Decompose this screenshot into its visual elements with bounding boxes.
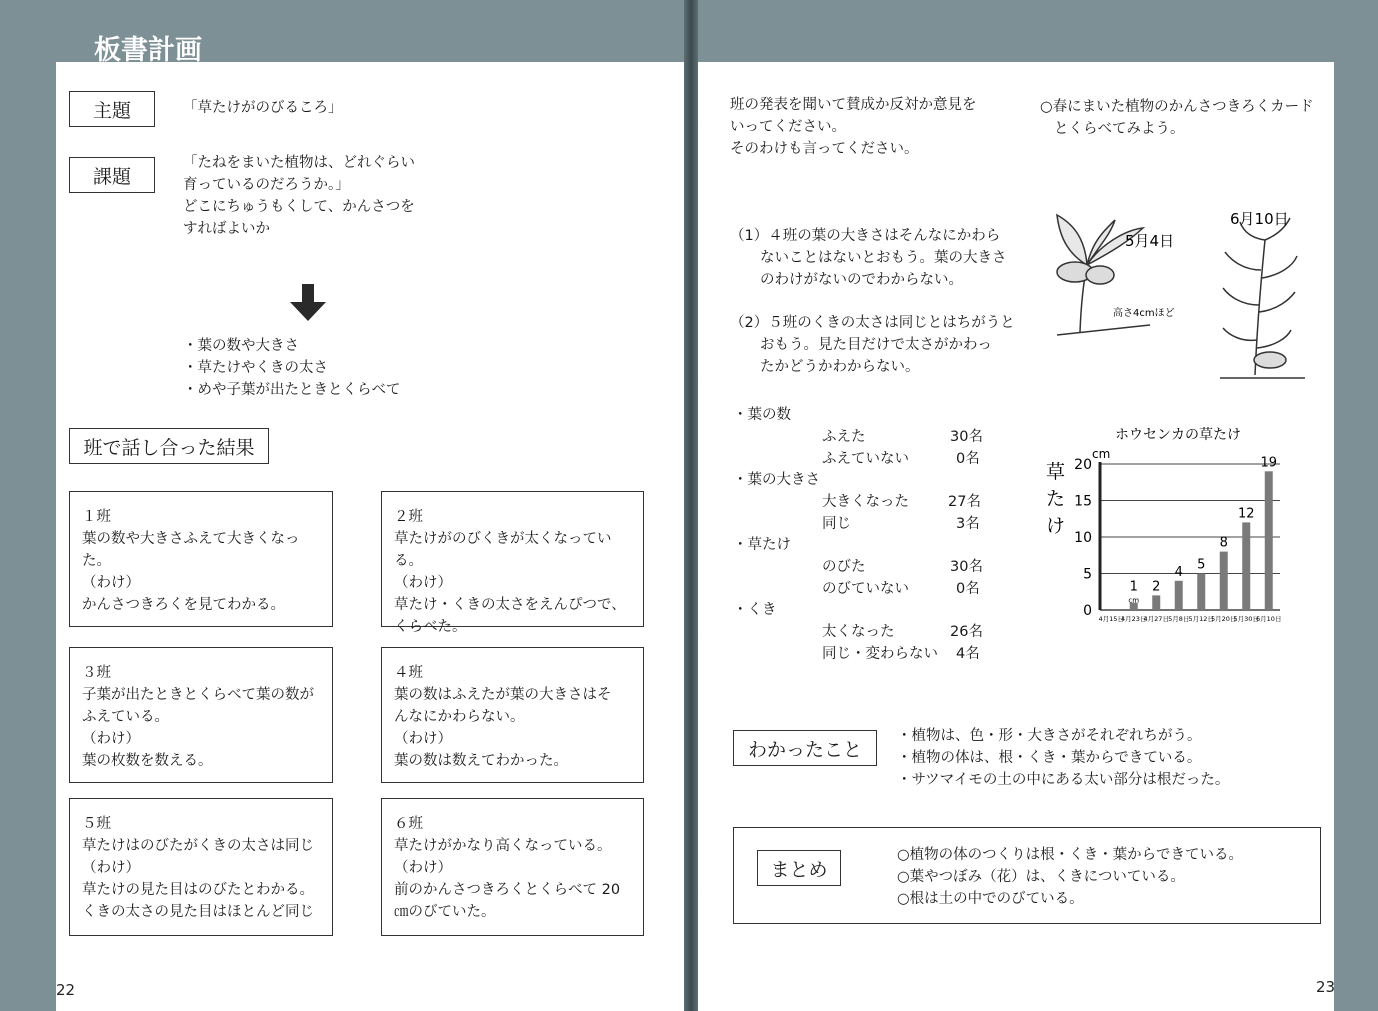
chart-y-label-char: 草: [1046, 461, 1066, 483]
plant-height-chart: [1040, 420, 1330, 640]
group-card-3: ３班 子葉が出たときとくらべて葉の数が ふえている。 （わけ） 葉の枚数を数える。: [69, 647, 333, 783]
y-tick-label: 0: [1083, 603, 1092, 619]
x-tick-label: 5月12日: [1188, 615, 1214, 623]
book-gutter: [684, 0, 698, 1011]
arrow-down-icon: [290, 284, 326, 322]
bar: [1175, 581, 1183, 610]
y-tick-label: 15: [1074, 493, 1092, 510]
data-label: 1: [1129, 579, 1138, 595]
result-count: 4名: [956, 646, 980, 662]
page-number-left: 22: [56, 981, 76, 999]
result-label: 太くなった: [822, 624, 895, 640]
result-count: 0名: [956, 451, 980, 467]
result-label: 同じ: [822, 516, 851, 532]
group-card-4: ４班 葉の数はふえたが葉の大きさはそ んなにかわらない。 （わけ） 葉の数は数えてわかった。: [381, 647, 644, 783]
result-label: ふえた: [822, 429, 866, 445]
x-tick-label: 4月15日: [1098, 615, 1124, 623]
learned-list: ・植物は、色・形・大きさがそれぞれちがう。 ・植物の体は、根・くき・葉からできている。 ・サツマイモの土の中にある太い部分は根だった。: [897, 728, 1230, 788]
result-heading-1: ・葉の数: [733, 407, 791, 423]
compare-instructions: ○春にまいた植物のかんさつきろくカード とくらべてみよう。: [1040, 99, 1314, 137]
result-label: 同じ・変わらない: [822, 646, 938, 662]
plant-june-10-icon: [1220, 218, 1305, 378]
bar: [1197, 574, 1205, 611]
result-label: のびていない: [822, 581, 909, 597]
result-count: 30名: [950, 429, 983, 445]
theme-text: 「草たけがのびるころ」: [183, 100, 343, 116]
plant-sketch: [1045, 200, 1330, 390]
data-label: 8: [1219, 535, 1228, 551]
page-title: 板書計画: [94, 35, 202, 66]
theme-label: 主題: [69, 91, 155, 127]
task-label: 課題: [69, 157, 155, 193]
x-tick-label: 5月20日: [1211, 615, 1237, 623]
group-card-2: ２班 草たけがのびくきが太くなっている。 （わけ） 草たけ・くきの太さをえんぴつで、 くらべた。: [381, 491, 644, 627]
x-tick-label: 4月23日: [1121, 615, 1147, 623]
y-tick-label: 10: [1074, 530, 1092, 546]
x-tick-label: 5月8日: [1168, 615, 1190, 623]
result-count: 26名: [950, 624, 983, 640]
opinion-1: （1）４班の葉の大きさはそんなにかわら ないことはないとおもう。葉の大きさ のわけがないのでわからない。: [730, 228, 1007, 288]
bar: [1152, 595, 1160, 610]
chart-y-unit: cm: [1092, 447, 1111, 461]
result-heading-2: ・葉の大きさ: [733, 472, 820, 488]
sketch-height-note: 高さ4cmほど: [1113, 308, 1175, 319]
page-number-right: 23: [1316, 978, 1336, 996]
data-label: 12: [1237, 506, 1255, 522]
result-count: 27名: [948, 494, 981, 510]
result-label: のびた: [822, 559, 866, 575]
bar: [1265, 471, 1273, 610]
x-tick-label: 6月10日: [1256, 615, 1282, 623]
chart-y-label: [1046, 461, 1071, 537]
focus-points: ・葉の数や大きさ ・草たけやくきの太さ ・めや子葉が出たときとくらべて: [183, 338, 401, 398]
chart-y-label-char: た: [1046, 488, 1066, 510]
y-tick-label: 5: [1083, 566, 1092, 583]
result-heading-4: ・くき: [733, 602, 777, 618]
data-label: 5: [1197, 557, 1206, 573]
chart-y-label-char: け: [1046, 515, 1066, 537]
summary-label: まとめ: [757, 850, 841, 886]
sketch-date-2: 6月10日: [1230, 210, 1289, 228]
x-tick-label: 5月30日: [1233, 615, 1259, 623]
data-label: 2: [1152, 579, 1161, 595]
data-unit-label: cm: [1128, 596, 1140, 605]
intro-instructions: 班の発表を聞いて賛成か反対か意見を いってください。 そのわけも言ってください。: [730, 97, 977, 157]
group-card-1: １班 葉の数や大きさふえて大きくなっ た。 （わけ） かんさつきろくを見てわかる。: [69, 491, 333, 627]
group-card-6: ６班 草たけがかなり高くなっている。 （わけ） 前のかんさつきろくとくらべて 20 ㎝のびていた。: [381, 798, 644, 936]
chart-title: ホウセンカの草たけ: [1115, 427, 1241, 443]
task-text: 「たねをまいた植物は、どれぐらい 育っているのだろうか。」 どこにちゅうもくして、かんさつを すればよいか: [183, 155, 415, 237]
bar: [1220, 552, 1228, 610]
learned-label: わかったこと: [733, 730, 877, 766]
result-count: 3名: [956, 516, 980, 532]
group-card-5: ５班 草たけはのびたがくきの太さは同じ （わけ） 草たけの見た目はのびたとわかる。 くきの太さの見た目はほとんど同じ: [69, 798, 333, 936]
opinion-2: （2）５班のくきの太さは同じとはちがうと おもう。見た目だけで太さがかわっ たかどうかわからない。: [730, 315, 1015, 375]
data-label: 19: [1260, 455, 1278, 471]
result-heading-3: ・草たけ: [733, 537, 791, 553]
summary-list: ○植物の体のつくりは根・くき・葉からできている。 ○葉やつぼみ（花）は、くきについている。 ○根は土の中でのびている。: [897, 847, 1244, 907]
sketch-date-1: 5月4日: [1125, 232, 1175, 250]
x-tick-label: 4月27日: [1143, 615, 1169, 623]
bar: [1242, 522, 1250, 610]
result-count: 30名: [950, 559, 983, 575]
result-count: 0名: [956, 581, 980, 597]
discussion-label: 班で話し合った結果: [69, 428, 269, 464]
data-label: 4: [1174, 564, 1183, 580]
y-tick-label: 20: [1074, 457, 1092, 473]
result-label: ふえていない: [822, 451, 909, 467]
result-label: 大きくなった: [822, 494, 909, 510]
